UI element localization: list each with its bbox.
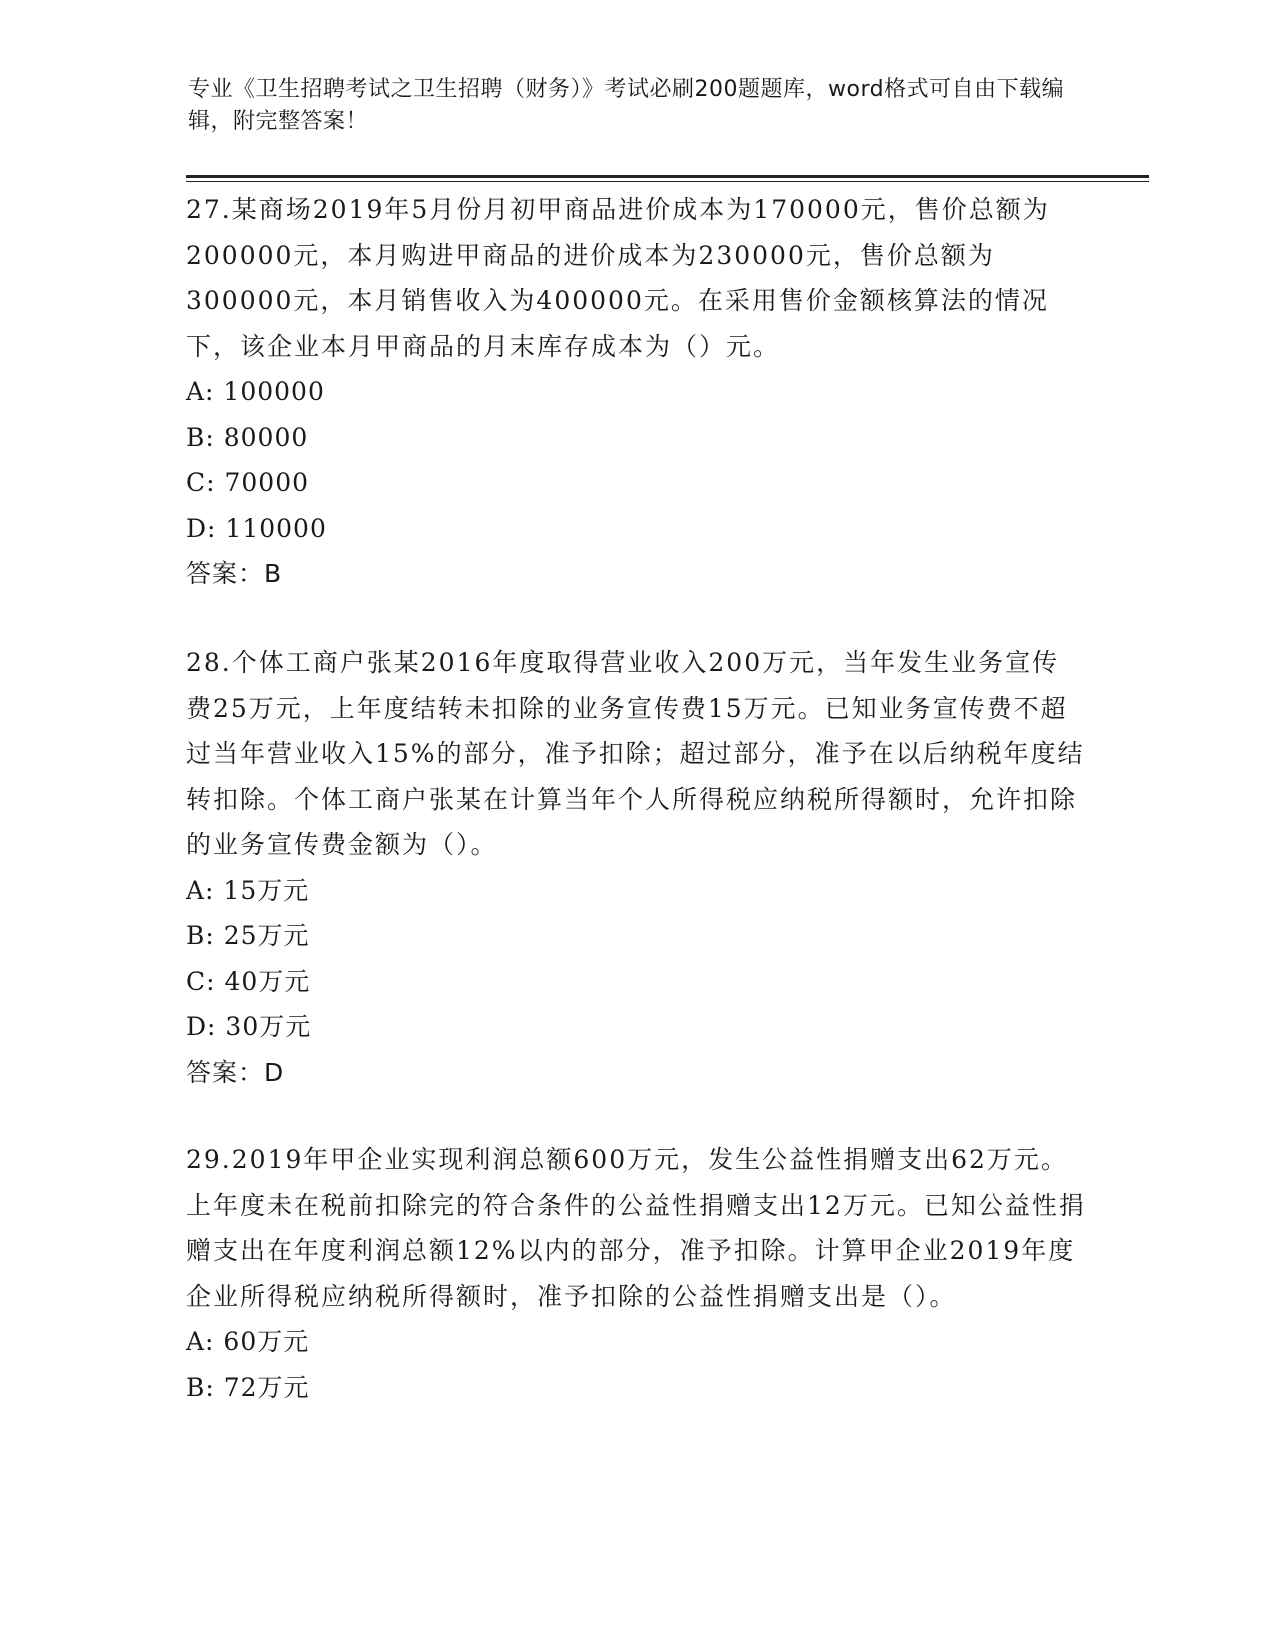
option-d: D: 110000 bbox=[186, 513, 327, 543]
option-c: C: 40万元 bbox=[186, 966, 311, 996]
option-b: B: 72万元 bbox=[186, 1372, 310, 1402]
option-a: A: 100000 bbox=[186, 377, 325, 406]
option-a: A: 60万元 bbox=[186, 1327, 310, 1356]
question-stem: 28.个体工商户张某2016年度取得营业收入200万元，当年发生业务宣传费25万元，上年度结转未扣除的业务宣传费15万元。已知业务宣传费不超过当年营业收入15%的部分，准予扣除；超过部分，准予在以后纳税年度结转扣除。个体工商户张某在计算当年个人所得税应纳税所得额时，允许扣除的业务宣传费金额为（）。 bbox=[186, 648, 1085, 859]
option-a: A: 15万元 bbox=[186, 875, 310, 905]
document-header: 专业《卫生招聘考试之卫生招聘（财务）》考试必刷200题题库，word格式可自由下载编辑，附完整答案！ bbox=[188, 77, 1065, 134]
header-divider-thick bbox=[186, 175, 1149, 178]
option-c: C: 70000 bbox=[186, 468, 310, 497]
header-divider-thin bbox=[186, 181, 1149, 182]
question-28 bbox=[186, 640, 1086, 1096]
question-29 bbox=[186, 1137, 1086, 1410]
answer-label: 答案：D bbox=[186, 1057, 285, 1087]
question-27 bbox=[186, 187, 1086, 597]
question-stem: 29.2019年甲企业实现利润总额600万元，发生公益性捐赠支出62万元。上年度未在税前扣除完的符合条件的公益性捐赠支出12万元。已知公益性捐赠支出在年度利润总额12%以内的部分，准予扣除。计算甲企业2019年度企业所得税应纳税所得额时，准予扣除的公益性捐赠支出是（）。 bbox=[186, 1145, 1086, 1311]
option-b: B: 25万元 bbox=[186, 921, 310, 950]
question-stem: 27.某商场2019年5月份月初甲商品进价成本为170000元，售价总额为200000元，本月购进甲商品的进价成本为230000元，售价总额为300000元，本月销售收入为400000元。在采用售价金额核算法的情况下，该企业本月甲商品的月末库存成本为（）元。 bbox=[186, 195, 1050, 361]
option-b: B: 80000 bbox=[186, 422, 309, 452]
answer-label: 答案：B bbox=[186, 559, 283, 588]
option-d: D: 30万元 bbox=[186, 1012, 312, 1041]
